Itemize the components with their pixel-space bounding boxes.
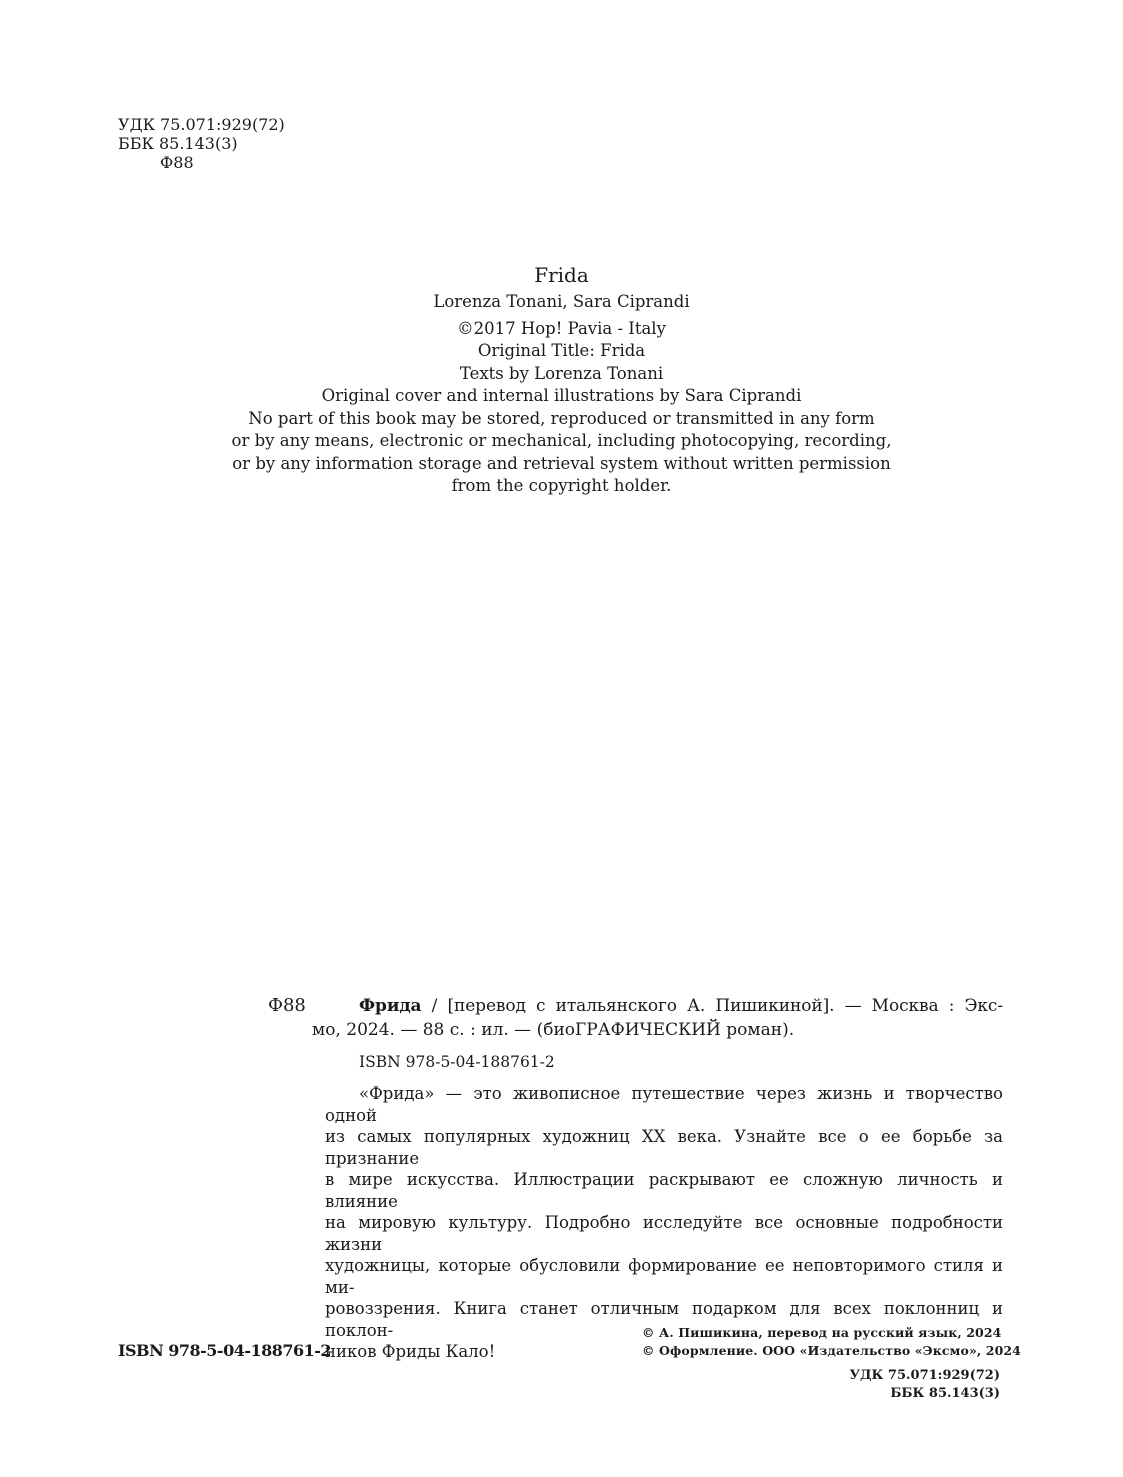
cip-second-line: мо, 2024. — 88 с. : ил. — (биоГРАФИЧЕСКИЙ роман). [312, 1020, 795, 1040]
original-title: Frida [534, 263, 589, 287]
annotation-line: ровоззрения. Книга станет отличным подарком для всех поклонниц и поклон- [325, 1299, 1003, 1340]
bbk-code: ББК 85.143(3) [118, 134, 238, 153]
rights-line: from the copyright holder. [451, 476, 672, 495]
annotation-line: в мире искусства. Иллюстрации раскрывают ее сложную личность и влияние [325, 1170, 1003, 1211]
cip-classification [268, 1367, 1003, 1403]
annotation-line: на мировую культуру. Подробно исследуйте все основные подробности жизни [325, 1213, 1003, 1254]
annotation-line: из самых популярных художниц XX века. Узнайте все о ее борьбе за признание [325, 1127, 1003, 1168]
copyright-line: © Оформление. ООО «Издательство «Эксмо», 2024 [642, 1343, 1021, 1358]
copyright-notice [642, 1324, 1021, 1360]
credit-line: Texts by Lorenza Tonani [459, 363, 664, 383]
footer-isbn: ISBN 978-5-04-188761-2 [118, 1341, 332, 1360]
cip-first-line-rest: / [перевод с итальянского А. Пишикиной]. — Москва : Экс- [421, 996, 1003, 1016]
original-authors: Lorenza Tonani, Sara Ciprandi [433, 292, 690, 311]
cip-isbn: ISBN 978-5-04-188761-2 [359, 1053, 555, 1071]
rights-line: No part of this book may be stored, reproduced or transmitted in any form [248, 408, 875, 428]
cip-book-title: Фрида [359, 996, 422, 1016]
cip-first-line [359, 994, 1003, 1018]
credit-line: Original cover and internal illustrations by Sara Ciprandi [321, 386, 802, 405]
annotation-line: ников Фриды Кало! [325, 1342, 496, 1361]
annotation-line: «Фрида» — это живописное путешествие через жизнь и творчество одной [325, 1084, 1003, 1125]
annotation-line: художницы, которые обусловили формирование ее неповторимого стиля и ми- [325, 1256, 1003, 1297]
credit-line: Original Title: Frida [477, 341, 646, 360]
original-credits [0, 262, 1123, 498]
credit-line: ©2017 Hop! Pavia - Italy [457, 318, 666, 338]
rights-line: or by any information storage and retrieval system without written permission [232, 453, 891, 473]
cip-bbk: ББК 85.143(3) [890, 1385, 1000, 1401]
cip-udk: УДК 75.071:929(72) [849, 1367, 1000, 1383]
cip-author-mark: Ф88 [268, 995, 306, 1016]
cip-annotation [325, 1083, 1003, 1363]
copyright-line: © А. Пишикина, перевод на русский язык, 2024 [642, 1325, 1002, 1340]
rights-line: or by any means, electronic or mechanical, including photocopying, recording, [231, 431, 892, 450]
classification-codes [118, 115, 285, 172]
udk-code: УДК 75.071:929(72) [118, 115, 285, 134]
author-mark: Ф88 [160, 153, 194, 172]
